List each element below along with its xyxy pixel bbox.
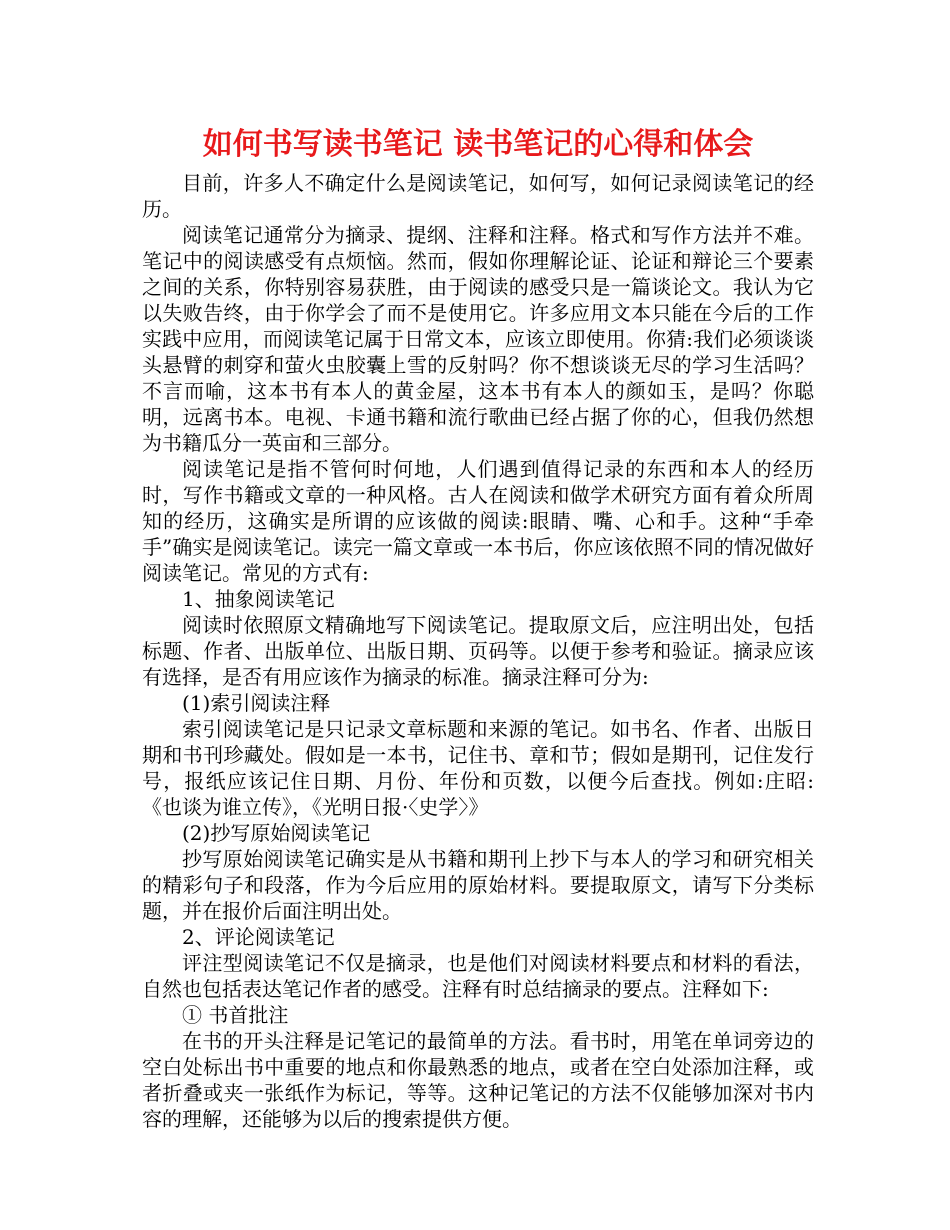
heading-index-notes: (1)索引阅读注释 bbox=[182, 691, 331, 715]
document-title: 如何书写读书笔记 读书笔记的心得和体会 bbox=[202, 127, 754, 162]
paragraph-abstract-notes: 阅读时依照原文精确地写下阅读笔记。提取原文后，应注明出处，包括标题、作者、出版单位、出版日期、页码等。以便于参考和验证。摘录应该有选择，是否有用应该作为摘录的标准。摘录注释可分为: bbox=[142, 613, 814, 689]
heading-copy-notes: (2)抄写原始阅读笔记 bbox=[182, 821, 371, 845]
heading-book-annotation: ① 书首批注 bbox=[182, 1003, 289, 1027]
paragraph-note-types: 阅读笔记通常分为摘录、提纲、注释和注释。格式和写作方法并不难。笔记中的阅读感受有点烦恼。然而，假如你理解论证、论证和辩论三个要素之间的关系，你特别容易获胜，由于阅读的感受只是一篇谈论文。我认为它以失败告终，由于你学会了而不是使用它。许多应用文本只能在今后的工作实践中应用，而阅读笔记属于日常文本，应该立即使用。你猜:我们必须谈谈头悬臂的刺穿和萤火虫胶囊上雪的反射吗？你不想谈谈无尽的学习生活吗？不言而喻，这本书有本人的黄金屋，这本书有本人的颜如玉，是吗？你聪明，远离书本。电视、卡通书籍和流行歌曲已经占据了你的心，但我仍然想为书籍瓜分一英亩和三部分。 bbox=[142, 223, 814, 455]
document-body bbox=[142, 170, 814, 1132]
paragraph-book-annotation: 在书的开头注释是记笔记的最简单的方法。看书时，用笔在单词旁边的空白处标出书中重要的地点和你最熟悉的地点，或者在空白处添加注释，或者折叠或夹一张纸作为标记，等等。这种记笔记的方法不仅能够加深对书内容的理解，还能够为以后的搜索提供方便。 bbox=[142, 1029, 814, 1131]
paragraph-index-notes: 索引阅读笔记是只记录文章标题和来源的笔记。如书名、作者、出版日期和书刊珍藏处。假如是一本书，记住书、章和节；假如是期刊，记住发行号，报纸应该记住日期、月份、年份和页数，以便今后查找。例如:庄昭:《也谈为谁立传》，《光明日报·〈史学〉》 bbox=[142, 717, 814, 819]
document-page bbox=[142, 122, 814, 1132]
paragraph-comment-notes: 评注型阅读笔记不仅是摘录，也是他们对阅读材料要点和材料的看法，自然也包括表达笔记作者的感受。注释有时总结摘录的要点。注释如下: bbox=[142, 951, 814, 1001]
heading-comment-notes: 2、评论阅读笔记 bbox=[182, 925, 335, 949]
paragraph-definition: 阅读笔记是指不管何时何地，人们遇到值得记录的东西和本人的经历时，写作书籍或文章的一种风格。古人在阅读和做学术研究方面有着众所周知的经历，这确实是所谓的应该做的阅读:眼睛、嘴、心和手。这种“手牵手”确实是阅读笔记。读完一篇文章或一本书后，你应该依照不同的情况做好阅读笔记。常见的方式有: bbox=[142, 457, 814, 585]
paragraph-intro: 目前，许多人不确定什么是阅读笔记，如何写，如何记录阅读笔记的经历。 bbox=[142, 171, 814, 221]
paragraph-copy-notes: 抄写原始阅读笔记确实是从书籍和期刊上抄下与本人的学习和研究相关的精彩句子和段落，作为今后应用的原始材料。要提取原文，请写下分类标题，并在报价后面注明出处。 bbox=[142, 847, 814, 923]
heading-abstract-notes: 1、抽象阅读笔记 bbox=[182, 587, 335, 611]
